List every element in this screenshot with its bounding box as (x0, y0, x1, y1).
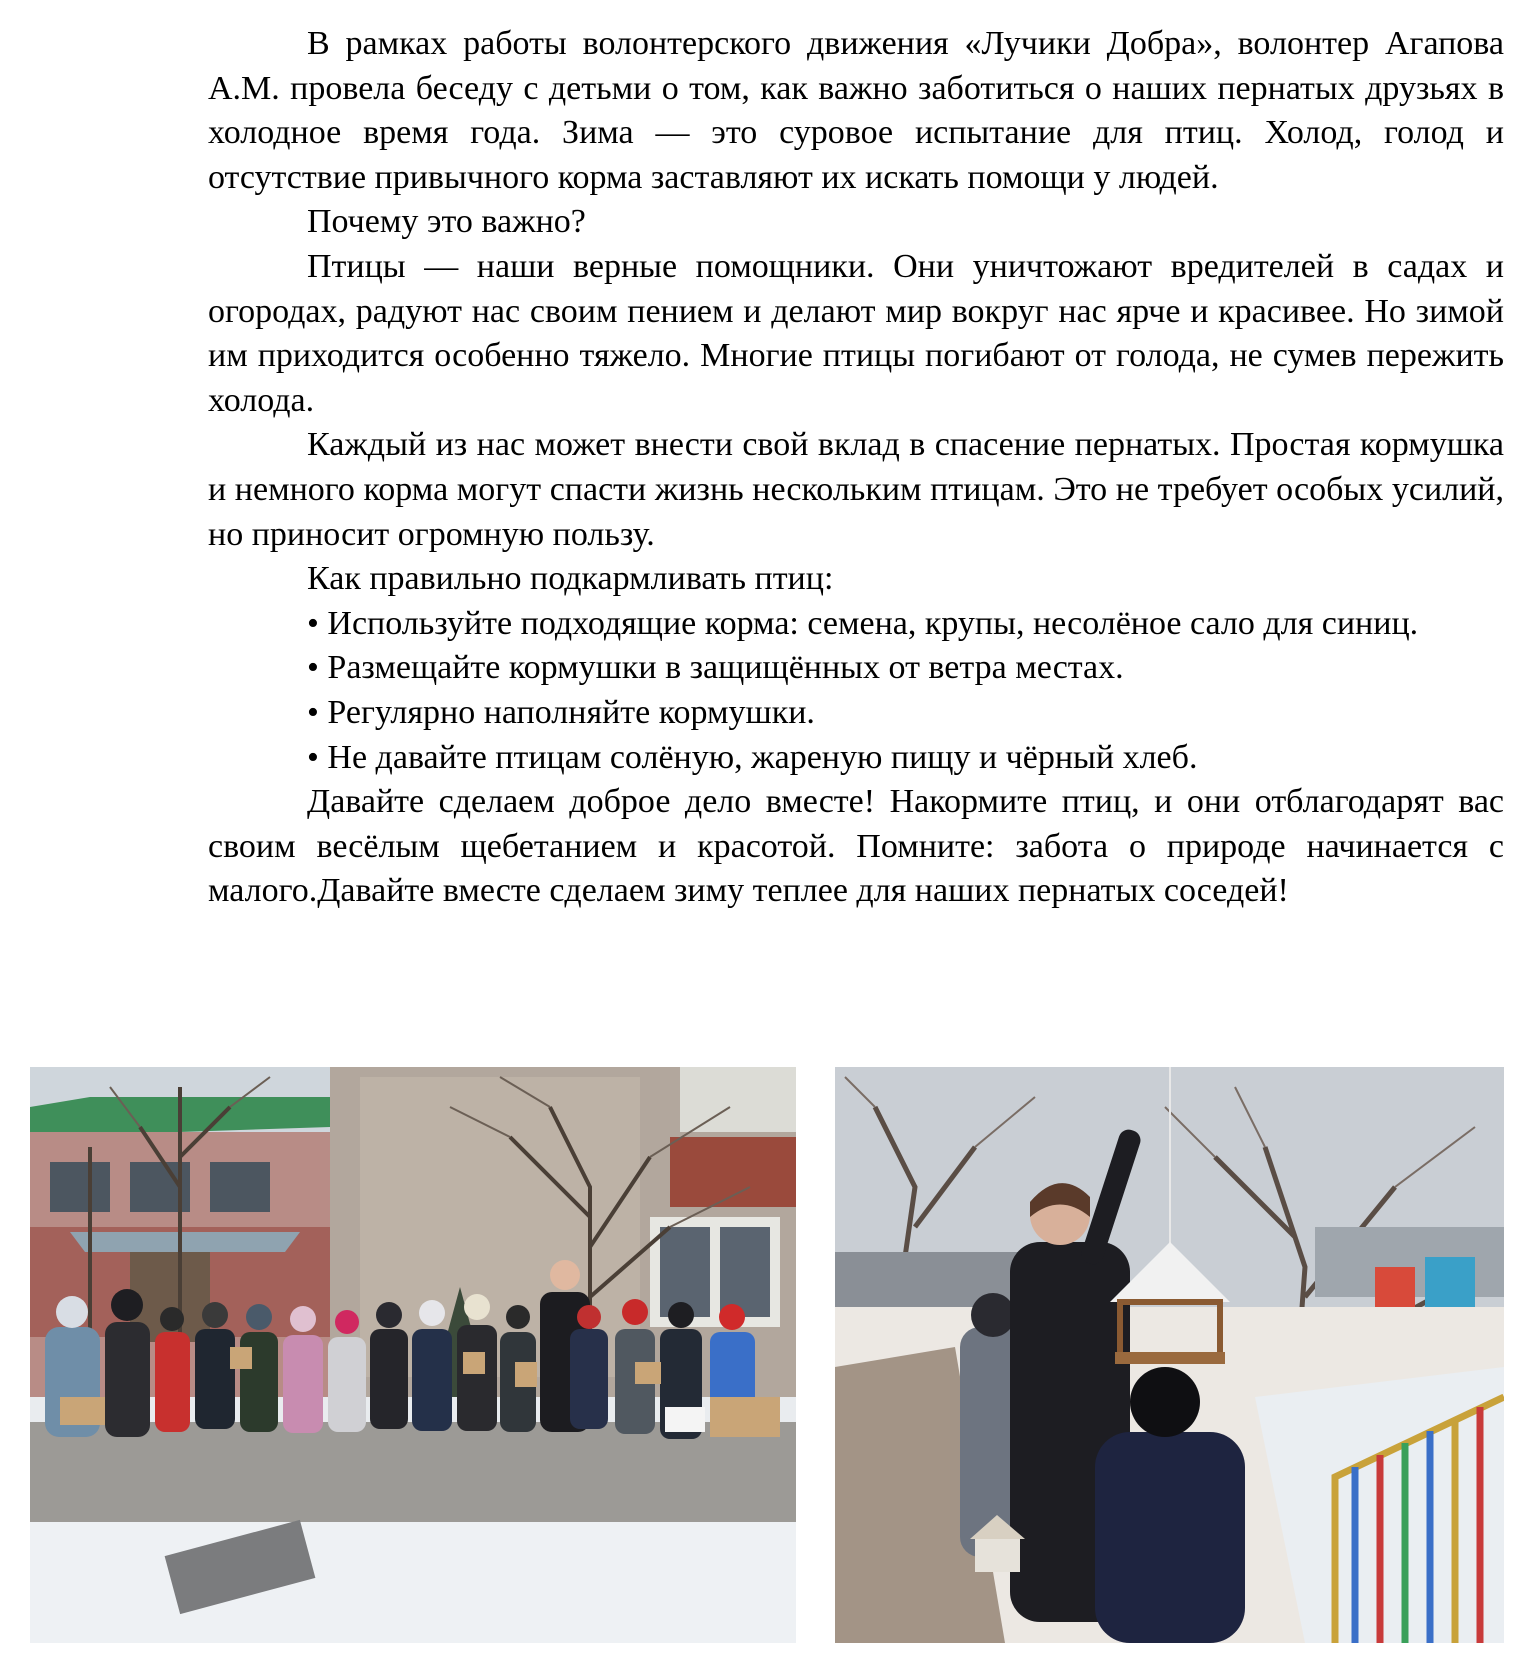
bullet-forbidden-food: • Не давайте птицам солёную, жареную пищу и чёрный хлеб. (307, 738, 1198, 776)
paragraph-contribution: Каждый из нас может внести свой вклад в спасение пернатых. Простая кормушка и немного корма могут спасти жизнь нескольким птицам. Это не требует особых усилий, но приносит огромную пользу. (208, 426, 1504, 553)
paragraph-intro: В рамках работы волонтерского движения «Лучики Добра», волонтер Агапова А.М. провела беседу с детьми о том, как важно заботиться о наших пернатых друзьях в холодное время года. Зима — это суровое испытание для птиц. Холод, голод и отсутствие привычного корма заставляют их искать помощи у людей. (208, 25, 1504, 196)
bullet-feed-types: • Используйте подходящие корма: семена, крупы, несолёное сало для синиц. (307, 604, 1419, 642)
bullet-refill: • Регулярно наполняйте кормушки. (307, 693, 815, 731)
paragraph-closing: Давайте сделаем доброе дело вместе! Накормите птиц, и они отблагодарят вас своим весёлым щебетанием и красотой. Помните: забота о природе начинается с малого.Давайте вместе сделаем зиму теплее для наших пернатых соседей! (208, 783, 1504, 910)
bullet-feeder-placement: • Размещайте кормушки в защищённых от ветра местах. (307, 649, 1124, 687)
paragraph-birds-helpers: Птицы — наши верные помощники. Они уничтожают вредителей в садах и огородах, радуют нас своим пением и делают мир вокруг нас ярче и красивее. Но зимой им приходится особенно тяжело. Многие птицы погибают от голода, не сумев пережить холода. (208, 247, 1504, 419)
paragraph-how-to-feed: Как правильно подкармливать птиц: (307, 560, 834, 598)
article-text (208, 22, 1504, 914)
group-photo-children-with-birdhouses (30, 1067, 796, 1643)
paragraph-why-important: Почему это важно? (307, 203, 586, 241)
volunteer-hanging-bird-feeder-photo (835, 1067, 1504, 1643)
